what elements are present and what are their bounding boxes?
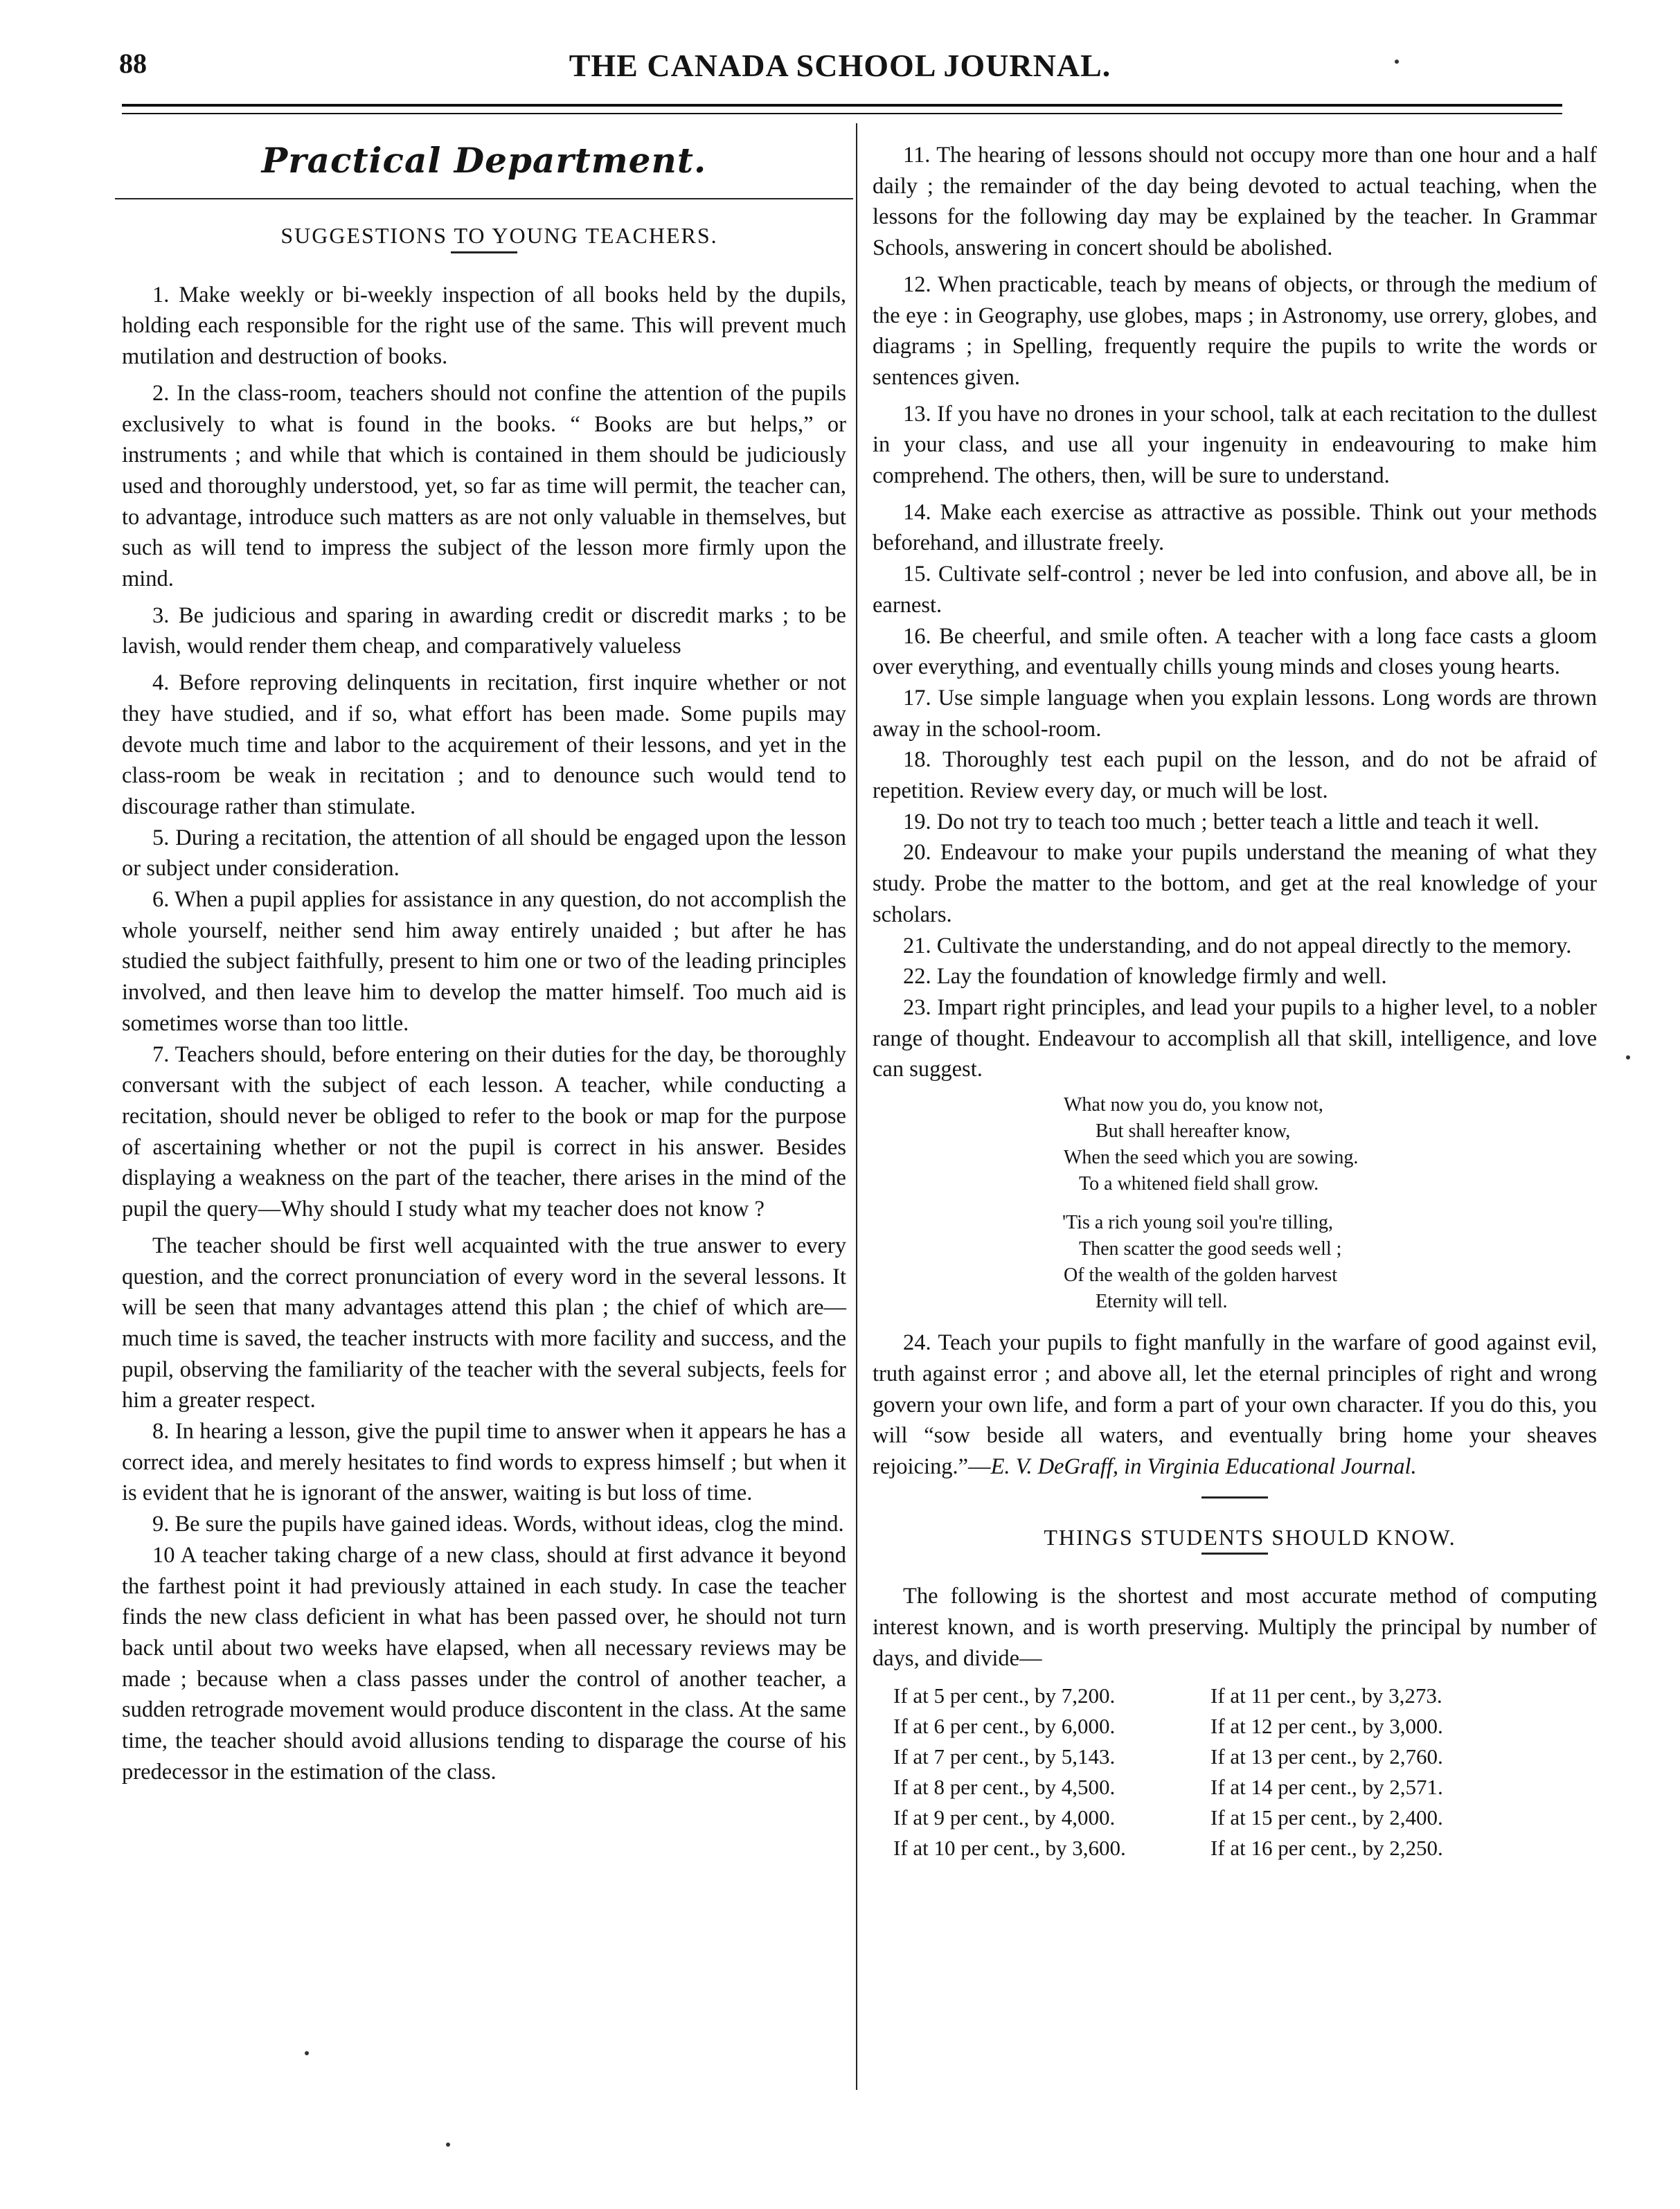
paragraph-13: 13. If you have no drones in your school, talk at each recitation to the dullest in your class, and use all your ingenuity in endeavouring to make him comprehend. The others, then, will be sure to understand. — [873, 401, 1597, 489]
interest-row — [873, 1742, 1597, 1772]
things-section-rule — [1201, 1553, 1268, 1555]
paragraph-18: 18. Thoroughly test each pupil on the lesson, and do not be afraid of repetition. Review every day, or much will be lost. — [873, 747, 1597, 804]
paragraph-23: 23. Impart right principles, and lead your pupils to a higher level, to a nobler range of thought. Endeavour to accomplish all that skill, intelligence, and love can suggest. — [873, 994, 1597, 1082]
interest-row — [873, 1681, 1597, 1711]
paragraph-20: 20. Endeavour to make your pupils understand the meaning of what they study. Probe the matter to the bottom, and get at the real knowledge of your scholars. — [873, 840, 1597, 927]
interest-cell: If at 16 per cent., by 2,250. — [1210, 1836, 1443, 1861]
print-speck — [1395, 60, 1399, 64]
paragraph-22: 22. Lay the foundation of knowledge firmly and well. — [903, 964, 1387, 990]
paragraph-11: 11. The hearing of lessons should not occupy more than one hour and a half daily ; the remainder of the day being devoted to actual teaching, when the lessons for the following day may be explained by the teacher. In Grammar Schools, answering in concert should be abolished. — [873, 143, 1597, 261]
department-title: Practical Department. — [261, 140, 707, 181]
paragraph-19: 19. Do not try to teach too much ; better teach a little and teach it well. — [903, 809, 1539, 834]
poem-line: What now you do, you know not, — [1064, 1094, 1323, 1116]
poem-line: 'Tis a rich young soil you're tilling, — [1062, 1212, 1333, 1234]
print-speck — [305, 2051, 309, 2055]
interest-cell: If at 12 per cent., by 3,000. — [1210, 1714, 1443, 1739]
interest-cell: If at 8 per cent., by 4,500. — [893, 1775, 1116, 1800]
interest-cell: If at 13 per cent., by 2,760. — [1210, 1744, 1443, 1769]
paragraph-14: 14. Make each exercise as attractive as possible. Think out your methods beforehand, and illustrate freely. — [873, 499, 1597, 556]
left-column — [122, 132, 846, 1787]
poem-line: Eternity will tell. — [1096, 1291, 1228, 1313]
paragraph-3: 3. Be judicious and sparing in awarding credit or discredit marks ; to be lavish, would render them cheap, and comparatively valueless — [122, 602, 846, 659]
poem-line: But shall hereafter know, — [1096, 1120, 1291, 1143]
paragraph-16: 16. Be cheerful, and smile often. A teacher with a long face casts a gloom over everything, and eventually chills young minds and closes young hearts. — [873, 623, 1597, 680]
paragraph-24-text: 24. Teach your pupils to fight manfully in the warfare of good against evil, truth against error ; and above all, let the eternal principles of right and wrong govern your own life, and form a part of your own character. If you do this, you will “sow beside all waters, and eventually bring home your sheaves rejoicing.”— — [873, 1330, 1597, 1479]
interest-cell: If at 11 per cent., by 3,273. — [1210, 1683, 1442, 1708]
paragraph-2: 2. In the class-room, teachers should not confine the attention of the pupils exclusively to what is found in the books. “ Books are but helps,” or instruments ; and while that which is contained in them should be judiciously used and thoroughly understood, yet, so far as time will permit, the teacher can, to advantage, introduce such matters as are not only valuable in themselves, but such as will tend to impress the subject of the lesson more firmly upon the mind. — [122, 380, 846, 592]
section-separator-rule — [1201, 1496, 1268, 1499]
poem-stanza — [873, 1092, 1597, 1197]
interest-cell: If at 7 per cent., by 5,143. — [893, 1744, 1116, 1769]
paragraph-5: 5. During a recitation, the attention of all should be engaged upon the lesson or subject under consideration. — [122, 825, 846, 882]
paragraph-15: 15. Cultivate self-control ; never be led into confusion, and above all, be in earnest. — [873, 562, 1597, 618]
paragraph-7-continued: The teacher should be first well acquainted with the true answer to every question, and the correct pronunciation of every word in the several lessons. It will be seen that many advantages attend this plan ; the chief of which are—much time is saved, the teacher instructs with more facility and success, and the pupil, observing the familiarity of the teacher with the several subjects, feels for him a greater respect. — [122, 1233, 846, 1413]
poem-line: Then scatter the good seeds well ; — [1079, 1238, 1342, 1260]
paragraph-9: 9. Be sure the pupils have gained ideas. Words, without ideas, clog the mind. — [152, 1512, 844, 1537]
interest-cell: If at 5 per cent., by 7,200. — [893, 1683, 1116, 1708]
interest-row — [873, 1772, 1597, 1803]
paragraph-17: 17. Use simple language when you explain lessons. Long words are thrown away in the school-room. — [873, 685, 1597, 742]
print-speck — [1626, 1055, 1630, 1059]
paragraph-24 — [873, 1327, 1597, 1483]
paragraph-21: 21. Cultivate the understanding, and do not appeal directly to the memory. — [903, 933, 1572, 958]
poem-line: Of the wealth of the golden harvest — [1064, 1264, 1337, 1287]
poem-stanza — [873, 1210, 1597, 1315]
paragraph-10: 10 A teacher taking charge of a new class, should at first advance it beyond the farthest point it had previously attained in each study. In case the teacher finds the new class deficient in what has been passed over, he should not turn back until about two weeks have elapsed, when all necessary reviews may be made ; because when a class passes under the control of another teacher, a sudden retrograde movement would produce discontent in the class. At the same time, the teacher should avoid allusions tending to disparage the course of his predecessor in the estimation of the class. — [122, 1542, 846, 1785]
department-rule — [115, 198, 853, 199]
interest-cell: If at 6 per cent., by 6,000. — [893, 1714, 1116, 1739]
interest-row — [873, 1711, 1597, 1742]
interest-cell: If at 15 per cent., by 2,400. — [1210, 1805, 1443, 1830]
journal-title: THE CANADA SCHOOL JOURNAL. — [569, 48, 1111, 83]
paragraph-7: 7. Teachers should, before entering on their duties for the day, be thoroughly conversant with the subject of each lesson. A teacher, while conducting a recitation, should never be obliged to refer to the book or map for the purpose of ascertaining whether or not the pupil is correct in his answer. Besides displaying a weakness on the part of the teacher, there arises in the mind of the pupil the query—Why should I study what my teacher does not know ? — [122, 1041, 846, 1222]
paragraph-24-citation: E. V. DeGraff, in Virginia Educational Journal. — [990, 1454, 1417, 1479]
paragraph-6: 6. When a pupil applies for assistance in any question, do not accomplish the whole yourself, neither send him away entirely unaided ; but after he has studied the subject faithfully, present to him one or two of the leading principles involved, and then leave him to develop the matter himself. Too much aid is sometimes worse than too little. — [122, 887, 846, 1036]
page-number: 88 — [119, 48, 147, 79]
interest-cell: If at 14 per cent., by 2,571. — [1210, 1775, 1443, 1800]
paragraph-1: 1. Make weekly or bi-weekly inspection of all books held by the dupils, holding each responsible for the right use of the same. This will prevent much mutilation and destruction of books. — [122, 282, 846, 370]
print-speck — [446, 2143, 450, 2147]
poem — [873, 1092, 1597, 1315]
poem-line: To a whitened field shall grow. — [1079, 1173, 1319, 1195]
things-section-title: THINGS STUDENTS SHOULD KNOW. — [1044, 1524, 1456, 1550]
things-intro: The following is the shortest and most accurate method of computing interest known, and is worth preserving. Multiply the principal by number of days, and divide— — [873, 1584, 1597, 1671]
paragraph-8: 8. In hearing a lesson, give the pupil time to answer when it appears he has a correct idea, and merely hesitates to find words to express himself ; but when it is evident that he is ignorant of the answer, waiting is but loss of time. — [122, 1419, 846, 1506]
right-column — [873, 140, 1597, 1863]
interest-row — [873, 1833, 1597, 1863]
interest-cell: If at 9 per cent., by 4,000. — [893, 1805, 1116, 1830]
page-header — [0, 47, 1680, 89]
interest-cell: If at 10 per cent., by 3,600. — [893, 1836, 1126, 1861]
section-rule — [451, 251, 517, 253]
interest-row — [873, 1803, 1597, 1833]
column-divider — [856, 123, 857, 2090]
paragraph-4: 4. Before reproving delinquents in recitation, first inquire whether or not they have studied, and if so, what effort has been made. Some pupils may devote much time and labor to the acquirement of their lessons, and yet in the class-room be weak in recitation ; and to denounce such would tend to discourage rather than stimulate. — [122, 670, 846, 819]
header-rule-thick — [122, 104, 1562, 107]
poem-line: When the seed which you are sowing. — [1064, 1147, 1359, 1169]
header-rule-thin — [122, 113, 1562, 114]
paragraph-12: 12. When practicable, teach by means of objects, or through the medium of the eye : in Geography, use globes, maps ; in Astronomy, use orrery, globes, and diagrams ; in Spelling, frequently require the pupils to write the words or sentences given. — [873, 271, 1597, 390]
interest-table — [873, 1681, 1597, 1863]
section-title: SUGGESTIONS TO YOUNG TEACHERS. — [280, 223, 718, 248]
